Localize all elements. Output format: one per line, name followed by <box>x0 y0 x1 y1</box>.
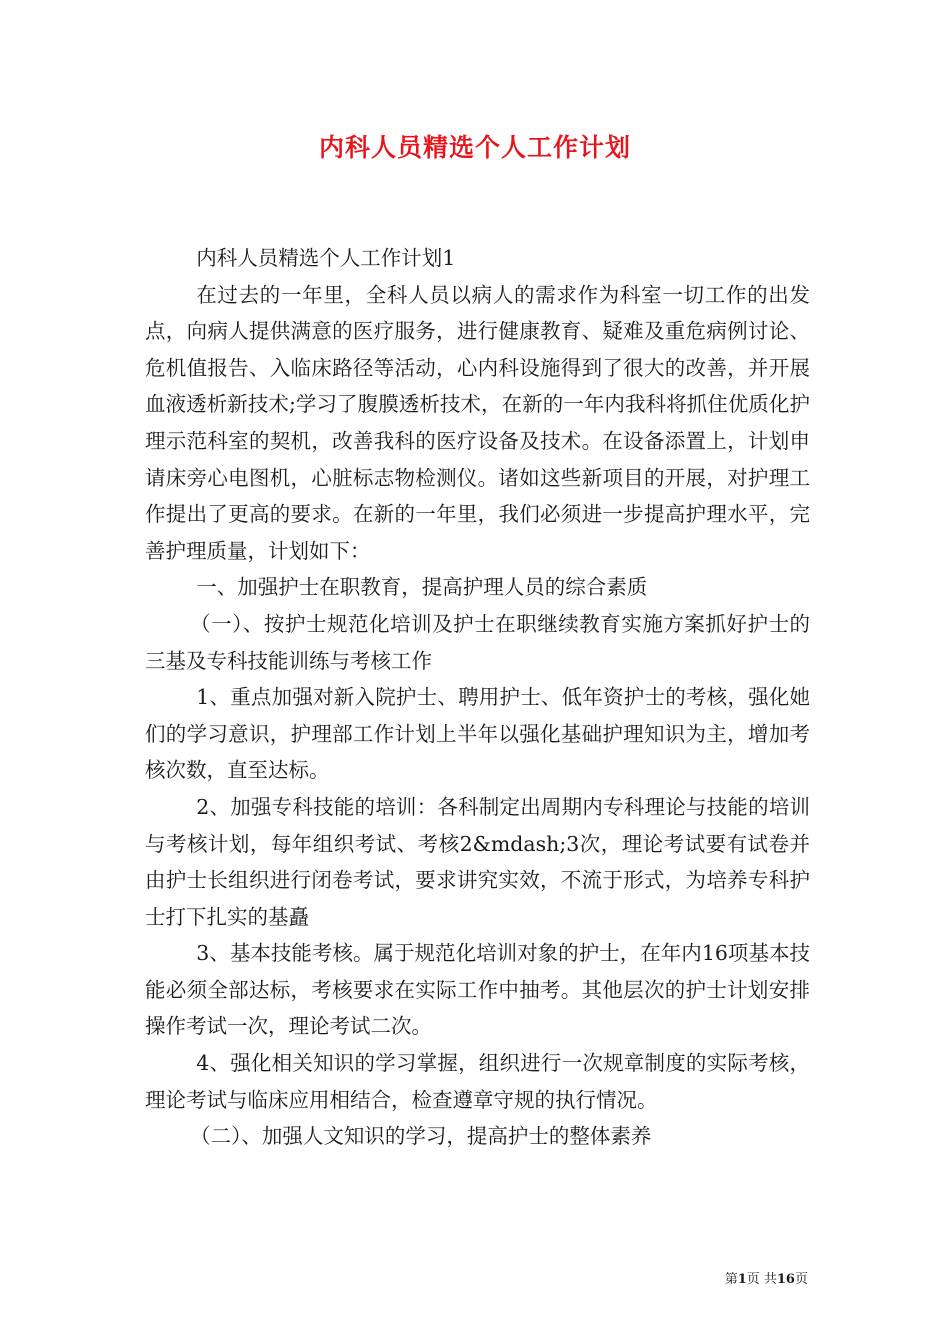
heading-level-1: 一、加强护士在职教育，提高护理人员的综合素质 <box>196 575 648 600</box>
list-item: 4、强化相关知识的学习掌握，组织进行一次规章制度的实际考核，理论考试与临床应用相结合，检查遵章守规的执行情况。 <box>145 1051 810 1112</box>
document-title: 内科人员精选个人工作计划 <box>318 133 631 162</box>
list-item: 2、加强专科技能的培训：各科制定出周期内专科理论与技能的培训与考核计划，每年组织考试、考核2&mdash;3次，理论考试要有试卷并由护士长组织进行闭卷考试，要求讲究实效，不流于形式，为培养专科护士打下扎实的基矗 <box>145 794 810 929</box>
footer-suffix: 页 <box>794 1272 808 1287</box>
total-page-number: 16 <box>776 1272 795 1287</box>
current-page-number: 1 <box>737 1272 747 1287</box>
list-item: 3、基本技能考核。属于规范化培训对象的护士，在年内16项基本技能必须全部达标，考核要求在实际工作中抽考。其他层次的护士计划安排操作考试一次，理论考试二次。 <box>145 941 810 1039</box>
intro-paragraph: 在过去的一年里，全科人员以病人的需求作为科室一切工作的出发点，向病人提供满意的医疗服务，进行健康教育、疑难及重危病例讨论、危机值报告、入临床路径等活动，心内科设施得到了很大的改善，并开展血液透析新技术;学习了腹膜透析技术，在新的一年内我科将抓住优质化护理示范科室的契机，改善我科的医疗设备及技术。在设备添置上，计划申请床旁心电图机，心脏标志物检测仪。诸如这些新项目的开展，对护理工作提出了更高的要求。在新的一年里，我们必须进一步提高护理水平，完善护理质量，计划如下： <box>145 282 810 563</box>
heading-level-2: （二）、加强人文知识的学习，提高护士的整体素养 <box>190 1124 652 1149</box>
document-body <box>145 240 810 1155</box>
footer-middle: 页 共 <box>746 1272 777 1287</box>
section-heading: 内科人员精选个人工作计划1 <box>196 246 456 270</box>
footer-prefix: 第 <box>724 1272 738 1287</box>
page-number-footer <box>0 1271 950 1289</box>
list-item: 1、重点加强对新入院护士、聘用护士、低年资护士的考核，强化她们的学习意识，护理部工作计划上半年以强化基础护理知识为主，增加考核次数，直至达标。 <box>145 685 810 783</box>
heading-level-2: （一）、按护士规范化培训及护士在职继续教育实施方案抓好护士的三基及专科技能训练与考核工作 <box>145 611 810 673</box>
